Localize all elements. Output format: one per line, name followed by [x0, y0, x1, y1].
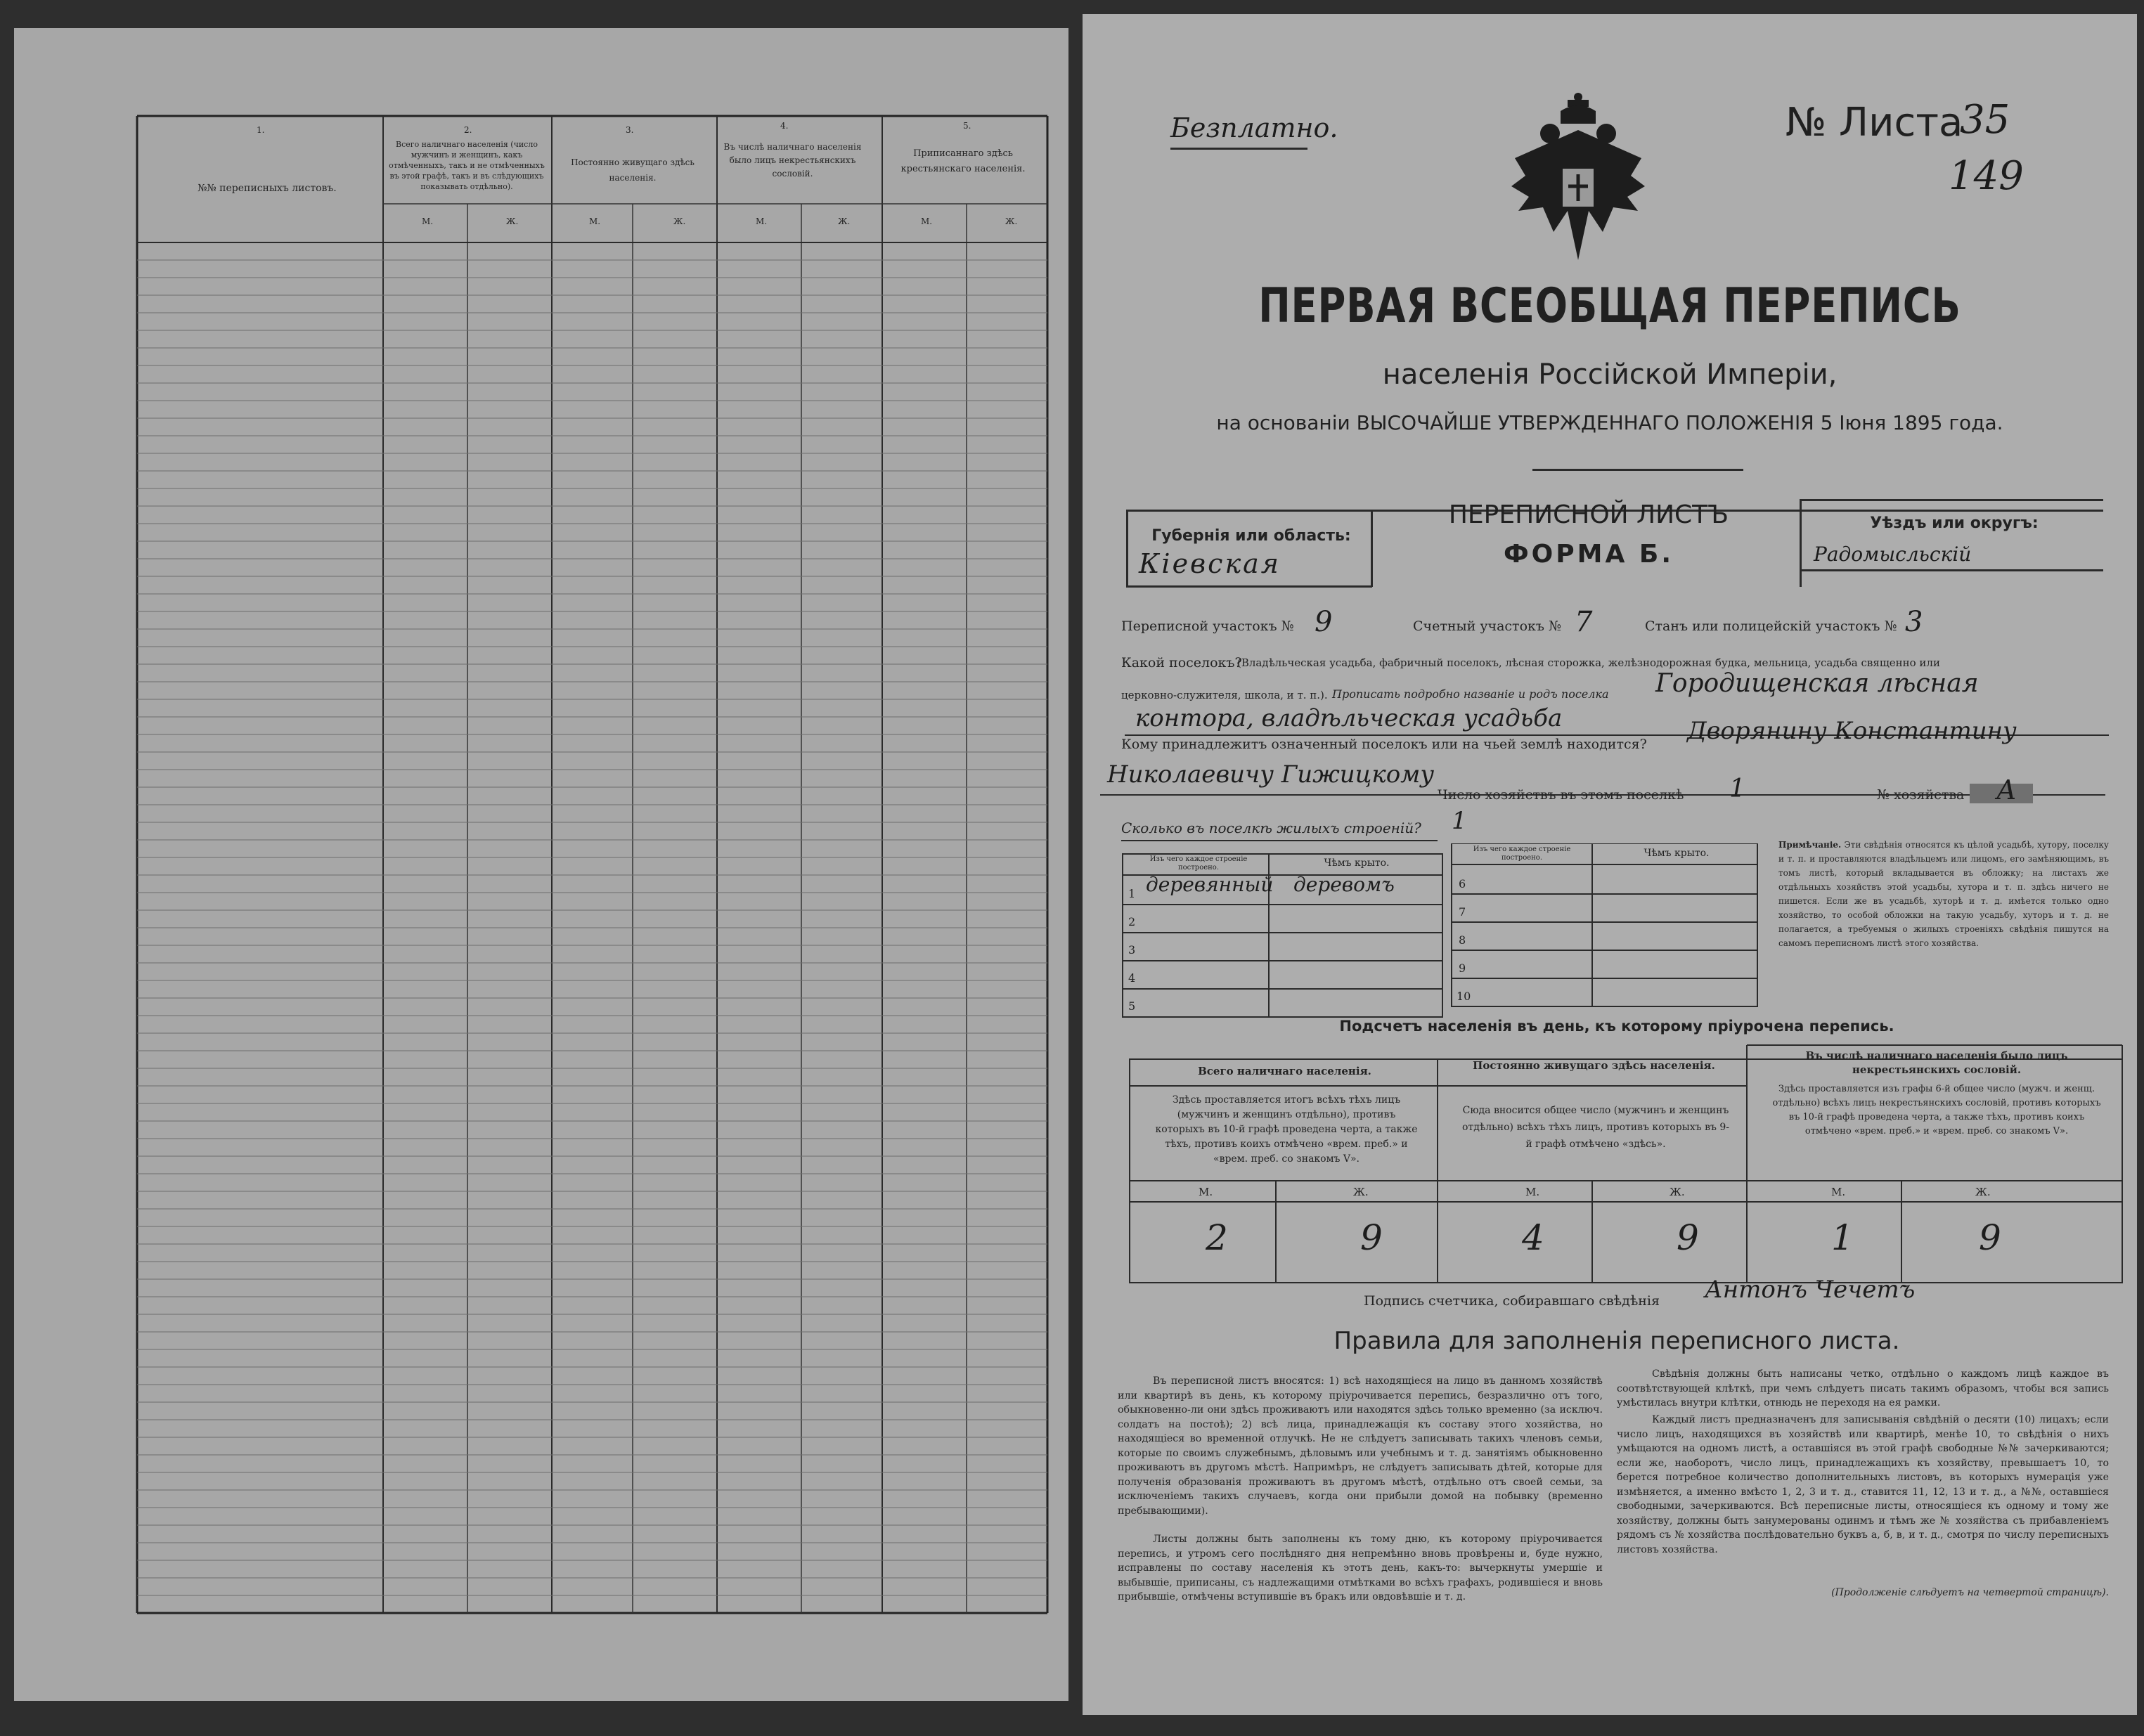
- buildings-roof-header-right: Чѣмъ крыто.: [1643, 848, 1710, 859]
- uezd-label: Уѣздъ или округъ:: [1870, 514, 2039, 532]
- poselok-question: Какой поселокъ?: [1121, 655, 1242, 671]
- buildings-note: [1778, 838, 2109, 950]
- count-zh: Ж.: [1975, 1186, 1991, 1198]
- col3-number: 3.: [626, 125, 634, 135]
- rules-right-p2: Каждый листъ предназначенъ для записыванія свѣдѣній о десяти (10) лицахъ; если число лицъ, находящихся въ хозяйствѣ или квартирѣ, менѣе 10, то свѣдѣнія о нихъ умѣщаются на одномъ листѣ, а оставшіяся въ этой графѣ свободные №№ зачеркиваются; если же, наоборотъ, число лицъ, принадлежащихъ къ хозяйству, превышаетъ 10, то берется потребное количество дополнительныхъ листовъ, въ которыхъ нумерація уже измѣняется, а именно вмѣсто 1, 2, 3 и т. д., ставится 11, 12, 13 и т. д., а №№, оставшіеся свободными, зачеркиваются. Всѣ переписные листы, относящіеся къ одному и тому же хозяйству, должны быть занумерованы одинмъ и тѣмъ же № хозяйства съ прибавленіемъ рядомъ съ № хозяйства послѣдовательно буквъ а, б, в, и т. д., смотря по числу переписныхъ листовъ хозяйства.: [1617, 1414, 2109, 1555]
- building-row-n: 4: [1128, 971, 1136, 985]
- count-value-perm-m: 4: [1522, 1217, 1544, 1258]
- poselok-hint-1: (Владѣльческая усадьба, фабричный поселокъ, лѣсная сторожка, желѣзнодорожная будка, мельница, усадьба священно или: [1237, 656, 1940, 669]
- signature-label: Подпись счетчика, собиравшаго свѣдѣнія: [1364, 1293, 1660, 1309]
- building-row-material: деревянный: [1146, 873, 1274, 896]
- building-row-n: 2: [1128, 915, 1136, 928]
- uezd-value: Радомысльскій: [1814, 543, 1972, 566]
- count-m: М.: [1525, 1186, 1540, 1198]
- poselok-value-1: Городищенская лѣсная: [1655, 669, 1979, 698]
- household-no-label: № хозяйства: [1877, 787, 1965, 803]
- col4-header: Въ числѣ наличнаго населенія было лицъ некрестьянскихъ сословій.: [723, 142, 862, 179]
- buildings-note-text: Эти свѣдѣнія относятся къ цѣлой усадьбѣ, хутору, поселку и т. п. и проставляются владѣльцемъ или лицомъ, его замѣняющимъ, въ томъ листѣ, который вкладывается въ обложку; на листахъ же отдѣльныхъ хозяйствъ этой усадьбы, хутора и т. п. здѣсь ничего не пишется. Если же въ усадьбѣ, хуторѣ и т. д. имѣется только одно хозяйство, то особой обложки на такую усадьбу, хуторъ и т. д. не полагается, а требуемыя о жилыхъ строеніяхъ свѣдѣнія пишутся на самомъ переписномъ листѣ этого хозяйства.: [1778, 840, 2109, 948]
- count-col1-header: Всего наличнаго населенія.: [1198, 1065, 1371, 1077]
- count-col3-text: Здѣсь проставляется изъ графы 6-й общее число (мужч. и женщ. отдѣльно) всѣхъ лицъ некрестьянскихъ сословій, противъ которыхъ въ 10-й графѣ проведена черта, а также тѣхъ, противъ коихъ отмѣчено «врем. преб.» и «врем. преб. со знакомъ V».: [1772, 1084, 2101, 1136]
- gubernia-value: Кіевская: [1139, 548, 1281, 579]
- col5-header: Приписаннаго здѣсь крестьянскаго населенія.: [900, 148, 1026, 174]
- count-value-nonpeasant-zh: 9: [1979, 1217, 2001, 1258]
- count-value-nonpeasant-m: 1: [1831, 1217, 1854, 1258]
- count-value-total-m: 2: [1206, 1217, 1228, 1258]
- right-page: [1083, 14, 2137, 1715]
- building-row-n: 1: [1128, 887, 1136, 900]
- uchastok-value: 9: [1315, 606, 1333, 638]
- count-col2-text: Сюда вносится общее число (мужчинъ и женщинъ отдѣльно) всѣхъ тѣхъ лицъ, противъ которыхъ въ 9-й графѣ отмѣчено «здѣсь».: [1462, 1105, 1729, 1150]
- rules-continued: (Продолженіе слѣдуетъ на четвертой страницѣ).: [1831, 1587, 2109, 1598]
- poselok-value-2: контора, владѣльческая усадьба: [1135, 704, 1563, 732]
- count-m: М.: [1199, 1186, 1213, 1198]
- schetny-label: Счетный участокъ №: [1413, 618, 1561, 634]
- rules-left-p2: Листы должны быть заполнены къ тому дню, къ которому пріурочивается перепись, и утромъ сего послѣдняго дня непремѣнно вновь провѣрены и, буде нужно, исправлены по составу населенія къ этотъ день, какъ-то: вычеркнуты умершіе и выбывшіе, приписаны, съ надлежащими отмѣтками во всѣхъ графахъ, родившіеся и вновь прибывшіе, отмѣчены вступившіе въ бракъ или овдовѣвшіе и т. д.: [1118, 1534, 1603, 1602]
- col5-m: М.: [921, 216, 933, 226]
- buildings-material-header-left: Изъ чего каждое строеніе построено.: [1149, 855, 1248, 872]
- building-row-n: 5: [1128, 999, 1136, 1013]
- households-value: 1: [1729, 775, 1745, 803]
- count-zh: Ж.: [1353, 1186, 1369, 1198]
- buildings-material-header-right: Изъ чего каждое строеніе построено.: [1473, 846, 1571, 862]
- imperial-eagle-emblem: [1501, 91, 1655, 267]
- left-page: [14, 28, 1068, 1701]
- count-m: М.: [1831, 1186, 1846, 1198]
- schetny-value: 7: [1575, 606, 1593, 638]
- col5-number: 5.: [963, 121, 971, 131]
- col3-zh: Ж.: [673, 216, 686, 226]
- owner-value-1: Дворянину Константину: [1687, 717, 2017, 745]
- col3-header: Постоянно живущаго здѣсь населенія.: [571, 157, 695, 183]
- col2-m: М.: [422, 216, 434, 226]
- building-row-n: 10: [1457, 990, 1471, 1003]
- buildings-value: 1: [1452, 807, 1467, 835]
- count-value-total-zh: 9: [1360, 1217, 1383, 1258]
- building-row-n: 6: [1459, 877, 1466, 890]
- col4-number: 4.: [780, 121, 789, 131]
- free-label: Безплатно.: [1170, 112, 1338, 143]
- building-row-n: 9: [1459, 961, 1466, 975]
- building-row-n: 3: [1128, 943, 1136, 957]
- col1-header: №№ переписныхъ листовъ.: [198, 183, 337, 194]
- household-no-value: А: [1996, 775, 2017, 805]
- count-col1-text: Здѣсь проставляется итогъ всѣхъ тѣхъ лицъ (мужчинъ и женщинъ отдѣльно), противъ которыхъ въ 10-й графѣ проведена черта, а также тѣхъ, противъ коихъ отмѣчено «врем. преб.» и «врем. преб. со знакомъ V».: [1155, 1094, 1418, 1165]
- count-col2-header: Постоянно живущаго здѣсь населенія.: [1473, 1059, 1715, 1072]
- building-row-n: 7: [1459, 905, 1466, 919]
- left-ledger-grid: [14, 28, 1068, 1701]
- col1-number: 1.: [257, 125, 265, 135]
- rules-left-p1: Въ переписной листъ вносятся: 1) всѣ находящіеся на лицо въ данномъ хозяйствѣ или квартирѣ въ день, къ которому пріурочивается перепись, безразлично отъ того, обыкновенно-ли они здѣсь проживаютъ или находятся здѣсь только временно (за исключ. солдатъ на постоѣ); 2) всѣ лица, принадлежащія къ составу этого хозяйства, но находящіеся во временной отлучкѣ. Не не слѣдуетъ записывать такихъ членовъ семьи, которые по своимъ служебнымъ, дѣловымъ или учебнымъ и т. д. занятіямъ обыкновенно проживаютъ въ другомъ мѣстѣ. Напримѣръ, не слѣдуетъ записывать дѣтей, которые для полученія образованія проживаютъ въ другомъ мѣстѣ, отдѣльно отъ своей семьи, за исключеніемъ такихъ случаевъ, когда они прибыли домой на побывку (временно пребывающими).: [1118, 1375, 1603, 1517]
- poselok-hint-2: церковно-служителя, школа, и т. п.).: [1121, 689, 1328, 701]
- count-zh: Ж.: [1670, 1186, 1685, 1198]
- poselok-hint-3: Прописать подробно названіе и родъ поселка: [1332, 687, 1609, 701]
- col4-m: М.: [756, 216, 768, 226]
- col2-zh: Ж.: [506, 216, 519, 226]
- rules-right-p1: Свѣдѣнія должны быть написаны четко, отдѣльно о каждомъ лицѣ каждое въ соотвѣтствующей клѣткѣ, при чемъ слѣдуетъ писать такимъ образомъ, чтобы вся запись умѣстилась внутри клѣтки, отнюдь не переходя на ея рамки.: [1617, 1368, 2109, 1408]
- rules-title: Правила для заполненія переписного листа.: [1333, 1327, 1900, 1355]
- owner-value-2: Николаевичу Гижицкому: [1107, 760, 1435, 789]
- count-value-perm-zh: 9: [1677, 1217, 1699, 1258]
- col2-number: 2.: [464, 125, 472, 135]
- buildings-note-title: Примѣчаніе.: [1778, 840, 1842, 850]
- col4-zh: Ж.: [838, 216, 851, 226]
- form-b: ФОРМА Б.: [1503, 540, 1674, 569]
- stan-label: Станъ или полицейскій участокъ №: [1645, 618, 1897, 634]
- col3-m: М.: [589, 216, 601, 226]
- owner-question: Кому принадлежитъ означенный поселокъ или на чьей землѣ находится?: [1121, 737, 1647, 752]
- col2-header: Всего наличнаго населенія (число мужчинъ и женщинъ, какъ отмѣченныхъ, такъ и не отмѣченныхъ въ этой графѣ, такъ и въ слѣдующихъ показывать отдѣльно).: [389, 140, 545, 191]
- building-row-roof: деревомъ: [1293, 873, 1395, 896]
- sheet-no-value-2: 149: [1949, 153, 2024, 199]
- building-row-n: 8: [1459, 933, 1466, 947]
- basis-line: на основаніи ВЫСОЧАЙШЕ УТВЕРЖДЕННАГО ПОЛОЖЕНІЯ 5 Іюня 1895 года.: [1216, 411, 2003, 434]
- stan-value: 3: [1905, 606, 1923, 638]
- main-title: ПЕРВАЯ ВСЕОБЩАЯ ПЕРЕПИСЬ: [1258, 278, 1961, 334]
- gubernia-label: Губернія или область:: [1151, 527, 1351, 545]
- uchastok-label: Переписной участокъ №: [1121, 618, 1294, 634]
- sheet-title: ПЕРЕПИСНОЙ ЛИСТЪ: [1448, 500, 1729, 529]
- buildings-question: Сколько въ поселкѣ жилыхъ строеній?: [1121, 820, 1421, 836]
- col5-zh: Ж.: [1005, 216, 1018, 226]
- sheet-no-value: 35: [1960, 97, 2010, 143]
- count-title: Подсчетъ населенія въ день, къ которому пріурочена перепись.: [1339, 1018, 1894, 1035]
- households-label: Число хозяйствъ въ этомъ поселкѣ: [1438, 787, 1684, 803]
- subtitle: населенія Россійской Имперіи,: [1382, 358, 1838, 391]
- sheet-no-label: № Листа: [1785, 100, 1963, 145]
- count-col3-header: Въ числѣ наличнаго населенія было лицъ некрестьянскихъ сословій.: [1805, 1049, 2068, 1076]
- buildings-roof-header-left: Чѣмъ крыто.: [1324, 857, 1390, 869]
- signature-value: Антонъ Чечетъ: [1705, 1276, 1916, 1304]
